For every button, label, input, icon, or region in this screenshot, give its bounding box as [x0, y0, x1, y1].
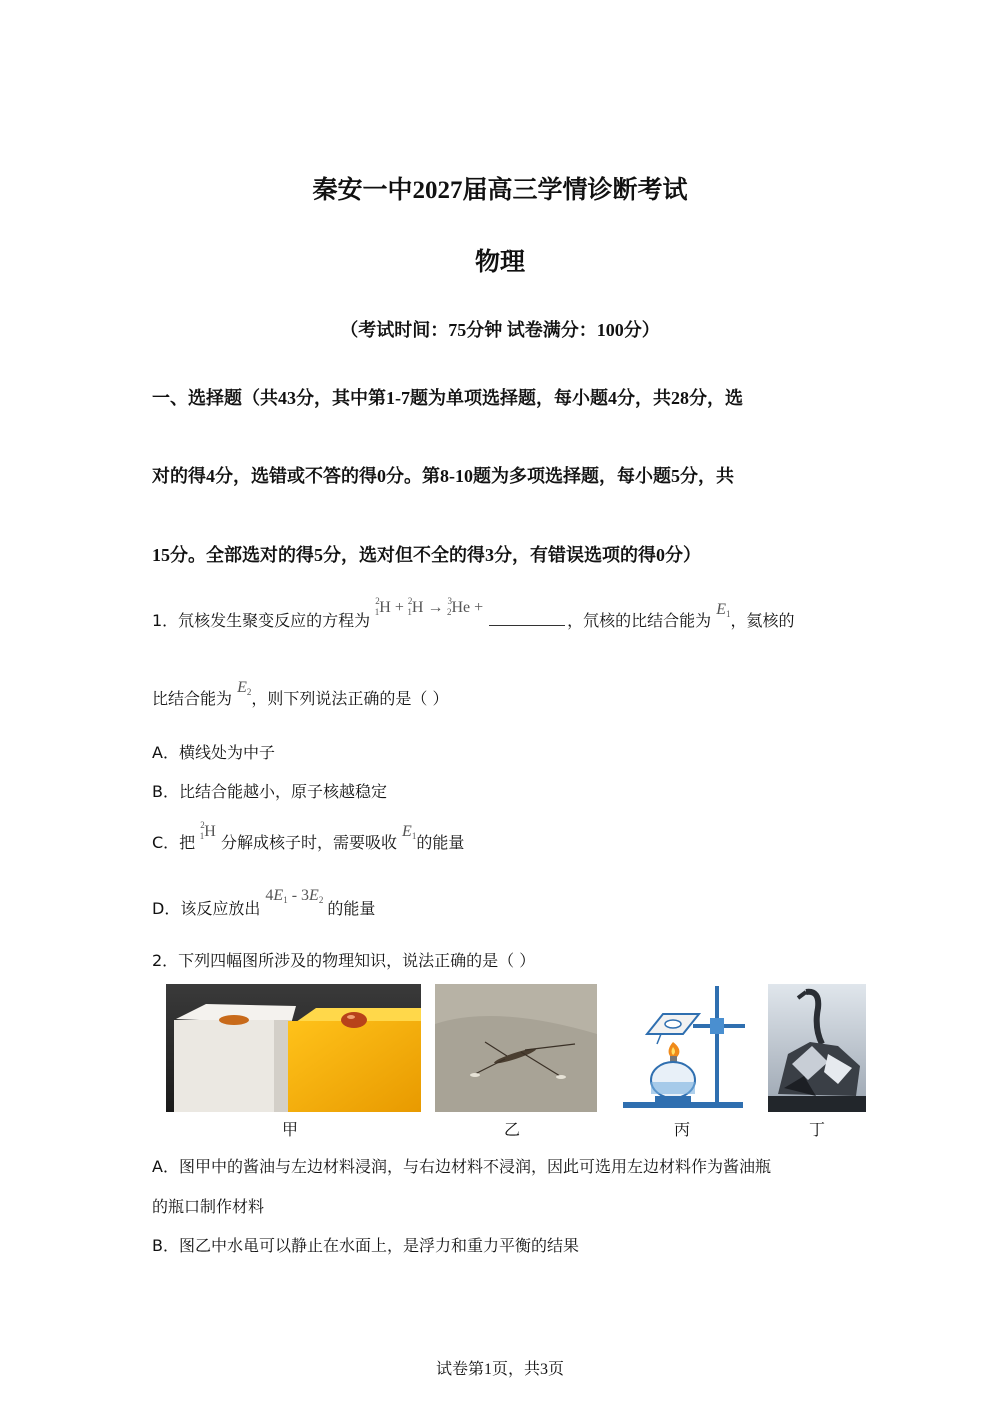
image-jia-wetting: [166, 984, 421, 1112]
exam-info: （考试时间：75分钟 试卷满分：100分）: [340, 320, 660, 340]
energy-expression: $4E_1 - 3E_2$: [265, 887, 324, 905]
section-heading-line-2: 对的得4分，选错或不答的得0分。第8-10题为多项选择题，每小题5分，共: [152, 466, 734, 486]
image-bing-apparatus: [617, 984, 747, 1112]
question-1-stem-line-2: 比结合能为 $E_2$，则下列说法正确的是（ ）: [152, 679, 449, 708]
caption-jia: 甲: [281, 1120, 298, 1139]
fusion-equation: $^2_1$H + $^2_1$H → $^3_2$He +: [374, 596, 484, 617]
question-1-option-a: A．横线处为中子: [152, 743, 275, 762]
subject-title: 物理: [474, 249, 525, 276]
symbol-e1: $E_1$: [716, 601, 731, 619]
question-2-option-a-line-2: 的瓶口制作材料: [152, 1197, 265, 1216]
image-ding-crystal-swan: [768, 984, 866, 1112]
question-1-stem-a: 1．氘核发生聚变反应的方程为: [152, 611, 371, 630]
question-1-option-c: C．把 $^2_1$H 分解成核子时，需要吸收 $E_1$的能量: [152, 820, 465, 852]
caption-yi: 乙: [503, 1120, 520, 1139]
caption-ding: 丁: [808, 1120, 825, 1139]
page-footer: 试卷第1页，共3页: [435, 1361, 564, 1378]
exam-title: 秦安一中2027届高三学情诊断考试: [312, 177, 688, 204]
symbol-e2: $E_2$: [237, 679, 252, 697]
symbol-e1: $E_1$: [402, 823, 417, 841]
section-heading-line-3: 15分。全部选对的得5分，选对但不全的得3分，有错误选项的得0分）: [152, 545, 701, 565]
section-heading-line-1: 一、选择题（共43分，其中第1-7题为单项选择题，每小题4分，共28分，选: [152, 388, 743, 408]
question-2-stem: 2．下列四幅图所涉及的物理知识，说法正确的是（ ）: [152, 951, 536, 970]
question-1-option-b: B．比结合能越小，原子核越稳定: [152, 782, 387, 801]
question-2-option-b: B．图乙中水黾可以静止在水面上，是浮力和重力平衡的结果: [152, 1236, 579, 1255]
answer-blank: [489, 611, 565, 626]
caption-bing: 丙: [673, 1120, 690, 1139]
deuterium-symbol: $^2_1$H: [199, 820, 216, 841]
question-1-option-d: D．该反应放出 $4E_1 - 3E_2$ 的能量: [152, 887, 376, 918]
question-2-option-a-line-1: A．图甲中的酱油与左边材料浸润，与右边材料不浸润，因此可选用左边材料作为酱油瓶: [152, 1157, 771, 1176]
question-1-stem-line-1: 1．氘核发生聚变反应的方程为 $^2_1$H + $^2_1$H → $^3_2$He + ，氘核的比结合能为 $E_1$，氦核的: [152, 596, 795, 630]
image-yi-water-strider: [435, 984, 597, 1112]
